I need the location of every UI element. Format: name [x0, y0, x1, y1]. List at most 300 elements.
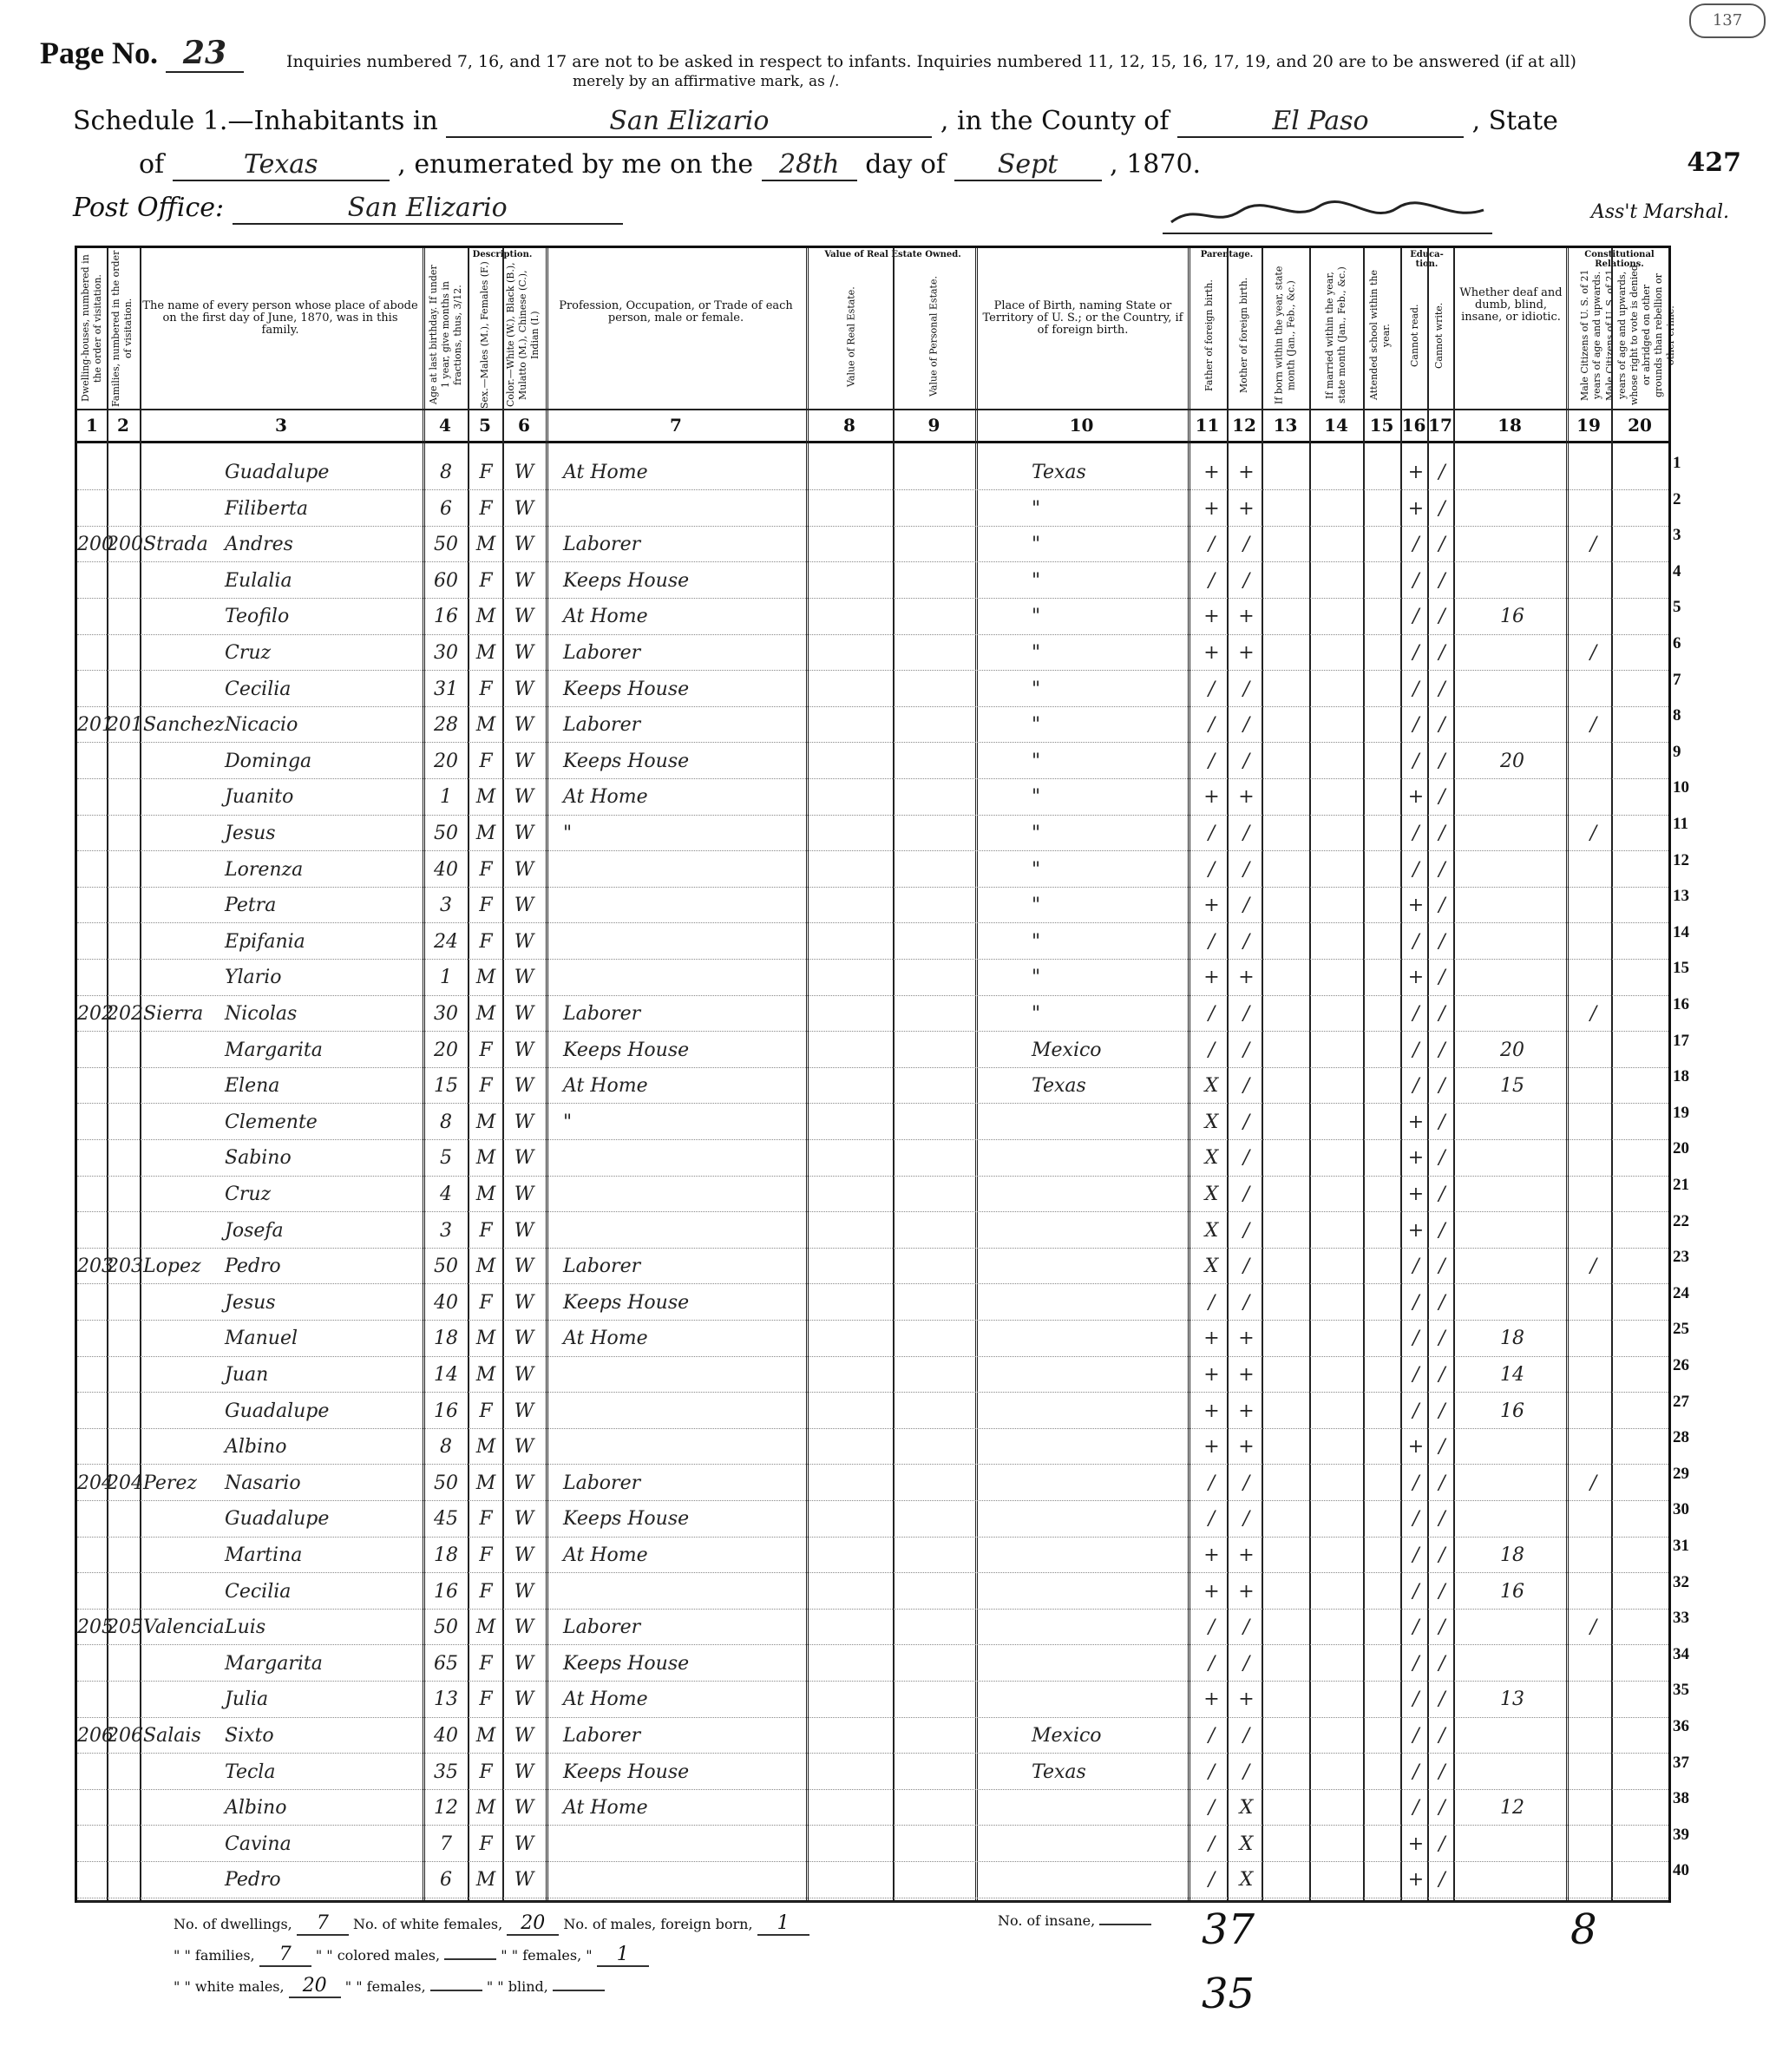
blind-value: [553, 1990, 605, 1991]
male-citizen-mark: [1578, 1792, 1609, 1825]
family-number: [107, 1322, 140, 1355]
occupation: Laborer: [563, 714, 641, 737]
row-number: 36: [1673, 1717, 1689, 1735]
col-18-note: 15: [1500, 1075, 1524, 1098]
row-number: 3: [1673, 526, 1681, 545]
col-18-note: 20: [1500, 1039, 1524, 1061]
sex: F: [479, 1291, 493, 1314]
col-18-note: [1500, 1106, 1561, 1139]
father-foreign: /: [1208, 1797, 1216, 1820]
header-col-2: Families, numbered in the order of visitation.: [110, 250, 134, 407]
row-number: 35: [1673, 1681, 1689, 1700]
mother-foreign: +: [1238, 1688, 1255, 1711]
color: W: [514, 1147, 534, 1170]
age: 1: [440, 967, 452, 989]
row-number: 19: [1673, 1103, 1689, 1122]
sex: M: [475, 823, 496, 844]
table-row: [77, 1431, 1668, 1465]
of-label: of: [139, 149, 165, 180]
mother-foreign: /: [1242, 895, 1250, 917]
table-row: [77, 781, 1668, 815]
sex: M: [475, 1472, 496, 1494]
sex: M: [475, 1364, 496, 1386]
birthplace: ": [1032, 714, 1041, 737]
age: 12: [434, 1797, 458, 1820]
dwelling-number: 201: [77, 714, 114, 737]
family-number: [107, 961, 140, 994]
dwelling-number: [77, 854, 107, 887]
col-18-note: [1500, 1178, 1561, 1211]
given-name: Jesus: [225, 823, 276, 844]
cannot-write: /: [1438, 1833, 1445, 1855]
mother-foreign: /: [1242, 750, 1250, 772]
cannot-write: /: [1438, 1003, 1445, 1025]
birthplace: ": [1032, 895, 1041, 917]
colored-females-label: " " females,: [344, 1978, 426, 1995]
cannot-read: /: [1412, 1508, 1419, 1531]
col-18-note: 20: [1500, 750, 1524, 772]
birthplace: ": [1032, 678, 1041, 700]
surname: [143, 1070, 226, 1103]
cannot-write: /: [1438, 1508, 1445, 1531]
mother-foreign: /: [1242, 1616, 1250, 1639]
father-foreign: /: [1208, 858, 1216, 881]
given-name: Nicacio: [225, 714, 298, 737]
cannot-write: /: [1438, 1869, 1445, 1892]
insane-label: No. of insane,: [998, 1912, 1096, 1929]
given-name: Albino: [225, 1797, 287, 1820]
given-name: Guadalupe: [225, 1400, 330, 1422]
table-row: [77, 1467, 1668, 1501]
mother-foreign: /: [1242, 1508, 1250, 1531]
sex: M: [475, 1436, 496, 1459]
blind-label: " " blind,: [486, 1978, 548, 1995]
occupation: [563, 854, 797, 887]
family-number: 205: [107, 1616, 143, 1639]
table-row: [77, 1359, 1668, 1393]
mother-foreign: /: [1242, 823, 1250, 844]
column-number-5: 5: [479, 415, 491, 436]
mother-foreign: +: [1238, 1544, 1255, 1566]
col-18-note: [1500, 1828, 1561, 1861]
col-18-note: 12: [1500, 1797, 1524, 1820]
father-foreign: /: [1208, 1761, 1216, 1783]
color: W: [514, 1544, 534, 1566]
occupation: At Home: [563, 1328, 648, 1350]
table-row: [77, 1178, 1668, 1212]
cannot-read: +: [1407, 786, 1425, 809]
cannot-write: /: [1438, 1472, 1445, 1494]
mother-foreign: /: [1242, 1075, 1250, 1098]
sex: M: [475, 786, 496, 809]
mother-foreign: +: [1238, 497, 1255, 520]
state-value: Texas: [173, 149, 390, 181]
dwellings-label: No. of dwellings,: [174, 1916, 292, 1932]
sex: M: [475, 1616, 496, 1639]
father-foreign: /: [1208, 930, 1216, 953]
table-row: [77, 1828, 1668, 1862]
birthplace: ": [1032, 930, 1041, 953]
birthplace: ": [1032, 569, 1041, 592]
dwelling-number: [77, 637, 107, 670]
dwelling-number: [77, 1792, 107, 1825]
dwelling-number: [77, 1576, 107, 1609]
father-foreign: /: [1208, 569, 1216, 592]
family-number: [107, 817, 140, 850]
cannot-read: /: [1412, 930, 1419, 953]
birthplace: Texas: [1032, 1075, 1086, 1098]
color: W: [514, 823, 534, 844]
birthplace: ": [1032, 823, 1041, 844]
age: 50: [434, 534, 458, 556]
color: W: [514, 1616, 534, 1639]
sex: F: [479, 1652, 493, 1675]
row-number: 26: [1673, 1356, 1689, 1374]
father-foreign: /: [1208, 1616, 1216, 1639]
cannot-read: /: [1412, 1797, 1419, 1820]
white-males-label: " " white males,: [174, 1978, 285, 1995]
father-foreign: +: [1203, 1544, 1220, 1566]
age: 18: [434, 1328, 458, 1350]
mother-foreign: /: [1242, 714, 1250, 737]
occupation: Laborer: [563, 1472, 641, 1494]
sex: M: [475, 1184, 496, 1205]
family-number: [107, 1070, 140, 1103]
cannot-read: /: [1412, 642, 1419, 664]
cannot-read: +: [1407, 462, 1425, 483]
cannot-read: /: [1412, 1039, 1419, 1061]
sex: M: [475, 1003, 496, 1025]
row-number: 25: [1673, 1320, 1689, 1339]
header-col-3: The name of every person whose place of abode on the first day of June, 1870, was in this family.: [142, 299, 418, 337]
row-number: 11: [1673, 815, 1688, 833]
col-18-note: [1500, 637, 1561, 670]
given-name: Filiberta: [225, 497, 308, 520]
father-foreign: X: [1204, 1256, 1219, 1278]
col-18-note: [1500, 926, 1561, 959]
col-18-note: [1500, 817, 1561, 850]
color: W: [514, 1003, 534, 1025]
color: W: [514, 569, 534, 592]
given-name: Pedro: [225, 1256, 281, 1278]
occupation: [563, 926, 797, 959]
cannot-write: /: [1438, 1725, 1445, 1747]
given-name: Albino: [225, 1436, 287, 1459]
male-citizen-mark: [1578, 1034, 1609, 1067]
surname: [143, 781, 226, 814]
mother-foreign: /: [1242, 1472, 1250, 1494]
instructions-note: Inquiries numbered 7, 16, and 17 are not to be asked in respect to infants. Inquiries numbered 11, 12, 15, 16, 17, 19, and 20 are to be answered (if at all): [286, 52, 1576, 71]
header-col-9: Value of Personal Estate.: [927, 276, 940, 397]
male-citizen-mark: [1578, 926, 1609, 959]
color: W: [514, 930, 534, 953]
table-row: [77, 1250, 1668, 1284]
dwelling-number: [77, 600, 107, 633]
cannot-write: /: [1438, 642, 1445, 664]
father-foreign: X: [1204, 1184, 1219, 1205]
family-number: [107, 1359, 140, 1392]
row-number: 31: [1673, 1537, 1689, 1555]
column-number-14: 14: [1324, 415, 1348, 436]
row-number: 28: [1673, 1428, 1689, 1447]
group-parentage: Parentage.: [1200, 250, 1254, 259]
surname: [143, 961, 226, 994]
given-name: Guadalupe: [225, 462, 330, 483]
col-18-note: [1500, 998, 1561, 1031]
families-value: 7: [259, 1944, 311, 1967]
birthplace: Mexico: [1032, 1725, 1102, 1747]
table-row: [77, 998, 1668, 1032]
page-no-value: 23: [166, 35, 244, 73]
father-foreign: X: [1204, 1219, 1219, 1242]
family-number: 203: [107, 1256, 143, 1278]
male-citizen-mark: /: [1589, 1256, 1597, 1278]
given-name: Margarita: [225, 1652, 323, 1675]
row-number: 29: [1673, 1464, 1689, 1483]
male-citizen-mark: [1578, 1287, 1609, 1320]
table-row: [77, 565, 1668, 599]
father-foreign: +: [1203, 462, 1220, 483]
male-citizen-mark: [1578, 456, 1609, 489]
col-18-note: [1500, 1287, 1561, 1320]
cannot-read: +: [1407, 1219, 1425, 1242]
mother-foreign: X: [1239, 1869, 1254, 1892]
sex: M: [475, 1328, 496, 1350]
given-name: Guadalupe: [225, 1508, 330, 1531]
sex: F: [479, 1075, 493, 1098]
row-number: 21: [1673, 1176, 1689, 1194]
col-18-note: [1500, 961, 1561, 994]
row-number: 1: [1673, 454, 1681, 472]
father-foreign: /: [1208, 1472, 1216, 1494]
col-18-note: 18: [1500, 1328, 1524, 1350]
family-number: [107, 456, 140, 489]
age: 65: [434, 1652, 458, 1675]
birthplace: [1032, 1106, 1183, 1139]
dwelling-number: [77, 1142, 107, 1175]
header-col-8: Value of Real Estate.: [845, 286, 857, 387]
dwelling-number: [77, 1070, 107, 1103]
mother-foreign: /: [1242, 1003, 1250, 1025]
table-row: [77, 1070, 1668, 1104]
father-foreign: /: [1208, 1508, 1216, 1531]
cannot-read: /: [1412, 750, 1419, 772]
header-col-13: If born within the year, state month (Jan., Feb., &c.): [1273, 266, 1297, 405]
archive-stamp: 137: [1689, 3, 1766, 38]
row-number: 40: [1673, 1861, 1689, 1880]
cannot-read: +: [1407, 1833, 1425, 1855]
occupation: [563, 1178, 797, 1211]
surname: Strada: [143, 534, 208, 556]
cannot-read: /: [1412, 1688, 1419, 1711]
occupation: Laborer: [563, 534, 641, 556]
mother-foreign: +: [1238, 1328, 1255, 1350]
row-number: 13: [1673, 887, 1689, 906]
cannot-read: /: [1412, 1003, 1419, 1025]
male-citizen-mark: /: [1589, 642, 1597, 664]
colnum-divider: [77, 441, 1668, 443]
occupation: ": [563, 1111, 573, 1133]
given-name: Luis: [225, 1616, 266, 1639]
surname: [143, 745, 226, 778]
color: W: [514, 642, 534, 664]
color: W: [514, 858, 534, 881]
family-number: [107, 1683, 140, 1716]
age: 8: [440, 462, 452, 483]
page-label: Page No.: [40, 36, 158, 70]
dwelling-number: [77, 1503, 107, 1536]
row-number: 30: [1673, 1500, 1689, 1519]
cannot-write: /: [1438, 1688, 1445, 1711]
age: 20: [434, 750, 458, 772]
row-number: 27: [1673, 1392, 1689, 1411]
row-number: 20: [1673, 1139, 1689, 1158]
cannot-read: /: [1412, 1364, 1419, 1386]
color: W: [514, 497, 534, 520]
footer-row-1: [174, 1912, 809, 1936]
occupation: Keeps House: [563, 678, 690, 700]
table-row: [77, 1648, 1668, 1682]
col-18-note: 14: [1500, 1364, 1524, 1386]
birthplace: [1032, 1431, 1183, 1464]
sex: M: [475, 1797, 496, 1820]
tally-total-3: 8: [1570, 1905, 1597, 1954]
col-18-note: [1500, 1215, 1561, 1248]
table-row: [77, 745, 1668, 779]
row-number: 38: [1673, 1789, 1689, 1808]
row-number: 37: [1673, 1753, 1689, 1772]
male-citizen-mark: [1578, 1648, 1609, 1681]
header-col-6: Color.—White (W.), Black (B.), Mulatto (M.), Chinese (C.), Indian (I.): [505, 262, 541, 408]
father-foreign: +: [1203, 1400, 1220, 1422]
given-name: Jesus: [225, 1291, 276, 1314]
column-number-19: 19: [1576, 415, 1601, 436]
colored-males-value: [444, 1958, 496, 1960]
male-citizen-mark: [1578, 1720, 1609, 1753]
cannot-read: /: [1412, 534, 1419, 556]
family-number: [107, 1756, 140, 1789]
group-education: Educa-tion.: [1410, 250, 1444, 269]
given-name: Clemente: [225, 1111, 318, 1133]
table-row: [77, 1683, 1668, 1717]
occupation: At Home: [563, 1688, 648, 1711]
surname: [143, 1683, 226, 1716]
mother-foreign: /: [1242, 678, 1250, 700]
family-number: [107, 637, 140, 670]
age: 15: [434, 1075, 458, 1098]
col-18-note: [1500, 493, 1561, 526]
cannot-read: +: [1407, 895, 1425, 917]
color: W: [514, 1039, 534, 1061]
sex: F: [479, 678, 493, 700]
age: 6: [440, 497, 452, 520]
surname: [143, 1359, 226, 1392]
surname: [143, 1539, 226, 1572]
row-number: 24: [1673, 1283, 1689, 1302]
mother-foreign: /: [1242, 1111, 1250, 1133]
sex: M: [475, 642, 496, 664]
age: 3: [440, 895, 452, 917]
color: W: [514, 1364, 534, 1386]
row-number: 12: [1673, 850, 1689, 869]
sex: M: [475, 606, 496, 628]
family-number: [107, 1864, 140, 1897]
cannot-write: /: [1438, 1616, 1445, 1639]
cannot-write: /: [1438, 823, 1445, 844]
occupation: At Home: [563, 462, 648, 483]
header-col-14: If married within the year, state month (Jan., Feb., &c.): [1324, 266, 1347, 404]
sex: F: [479, 462, 493, 483]
mother-foreign: /: [1242, 1725, 1250, 1747]
birthplace: [1032, 1864, 1183, 1897]
cannot-write: /: [1438, 678, 1445, 700]
mother-foreign: +: [1238, 1400, 1255, 1422]
tally-total-1: 37: [1202, 1905, 1255, 1954]
family-number: [107, 745, 140, 778]
male-citizen-mark: /: [1589, 714, 1597, 737]
row-number: 17: [1673, 1031, 1689, 1050]
mother-foreign: /: [1242, 569, 1250, 592]
age: 5: [440, 1147, 452, 1170]
male-citizen-mark: [1578, 1106, 1609, 1139]
cannot-read: +: [1407, 1869, 1425, 1892]
age: 31: [434, 678, 458, 700]
family-number: [107, 1215, 140, 1248]
table-row: [77, 493, 1668, 527]
male-citizen-mark: [1578, 1576, 1609, 1609]
table-row: [77, 528, 1668, 562]
color: W: [514, 714, 534, 737]
surname: Salais: [143, 1725, 201, 1747]
col-18-note: [1500, 1467, 1561, 1500]
occupation: Laborer: [563, 642, 641, 664]
table-row: [77, 1142, 1668, 1176]
dwelling-number: [77, 889, 107, 922]
dwelling-number: [77, 961, 107, 994]
dwelling-number: [77, 1756, 107, 1789]
color: W: [514, 1111, 534, 1133]
cannot-read: +: [1407, 1147, 1425, 1170]
dwelling-number: [77, 456, 107, 489]
col-18-note: [1500, 565, 1561, 598]
row-number: 15: [1673, 959, 1689, 978]
father-foreign: /: [1208, 1833, 1216, 1855]
age: 35: [434, 1761, 458, 1783]
age: 16: [434, 1400, 458, 1422]
month-value: Sept: [954, 149, 1102, 181]
color: W: [514, 678, 534, 700]
male-citizen-mark: [1578, 1503, 1609, 1536]
state-label: , State: [1471, 106, 1558, 136]
cannot-read: /: [1412, 1256, 1419, 1278]
cannot-write: /: [1438, 1400, 1445, 1422]
male-citizen-mark: [1578, 1431, 1609, 1464]
given-name: Nicolas: [225, 1003, 298, 1025]
column-number-16: 16: [1401, 415, 1426, 436]
father-foreign: /: [1208, 750, 1216, 772]
male-citizen-mark: [1578, 600, 1609, 633]
father-foreign: +: [1203, 606, 1220, 628]
father-foreign: +: [1203, 497, 1220, 520]
occupation: [563, 1828, 797, 1861]
given-name: Ylario: [225, 967, 282, 989]
males-foreign-label: No. of males, foreign born,: [563, 1916, 753, 1932]
col-18-note: [1500, 456, 1561, 489]
family-number: [107, 926, 140, 959]
male-citizen-mark: [1578, 1683, 1609, 1716]
dwelling-number: [77, 1539, 107, 1572]
surname: [143, 1648, 226, 1681]
